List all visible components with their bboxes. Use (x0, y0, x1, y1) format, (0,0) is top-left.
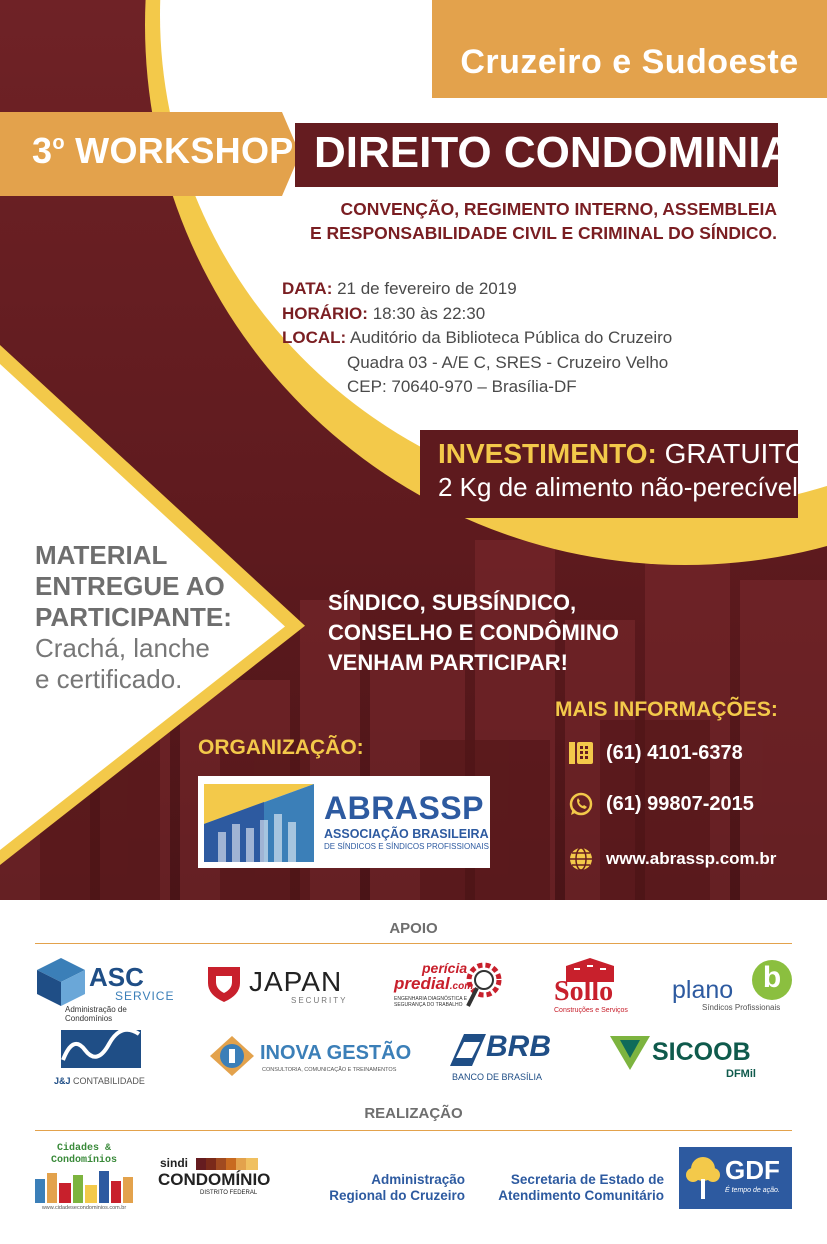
sicoob-tagline: DFMil (726, 1068, 756, 1080)
sollo-name: Sollo (554, 976, 614, 1007)
sicoob-name: SICOOB (652, 1038, 751, 1066)
plano-b-badge: b (752, 960, 792, 1000)
sicoob-triangle-icon (610, 1036, 650, 1070)
support-label: APOIO (389, 920, 438, 937)
investment-value: GRATUITO (664, 438, 807, 469)
support-divider (35, 943, 792, 944)
event-title: DIREITO CONDOMINIAL (314, 128, 820, 177)
phone-number[interactable]: (61) 4101-6378 (606, 741, 743, 764)
time-value: 18:30 às 22:30 (372, 303, 486, 323)
globe-icon (568, 846, 594, 872)
shield-icon (205, 964, 243, 1004)
asc-service-logo (35, 956, 175, 1023)
workshop-ordinal: 3 (32, 130, 53, 171)
gdf-name: GDF (725, 1155, 780, 1185)
website-link[interactable]: www.abrassp.com.br (606, 849, 777, 868)
place-label: LOCAL: (282, 328, 347, 347)
workshop-title (32, 130, 294, 172)
colorful-city-icon (33, 1169, 135, 1203)
pericia-line-1: perícia (422, 960, 468, 976)
jj-wave-icon (61, 1030, 141, 1068)
jj-name: J&J (54, 1076, 71, 1086)
more-info-label: MAIS INFORMAÇÕES: (555, 698, 778, 721)
japan-security: SECURITY (291, 996, 348, 1005)
gdf-logo (679, 1147, 792, 1209)
abrassp-subtitle-1: ASSOCIAÇÃO BRASILEIRA (324, 827, 489, 841)
jj-text (54, 1076, 145, 1086)
cta-line-3: VENHAM PARTICIPAR! (328, 650, 568, 675)
date-row (282, 277, 672, 302)
abrassp-subtitle-2: DE SÍNDICOS E SÍNDICOS PROFISSIONAIS (324, 842, 489, 851)
japan-name: JAPAN (249, 966, 343, 997)
workshop-ordinal-sup: o (52, 132, 65, 154)
subtitle-line-1: CONVENÇÃO, REGIMENTO INTERNO, ASSEMBLEIA (340, 199, 777, 219)
sindi-line-2: CONDOMÍNIO (158, 1170, 271, 1189)
jj-tagline: CONTABILIDADE (73, 1076, 145, 1086)
phone-book-icon (568, 740, 594, 766)
workshop-label: WORKSHOP (75, 130, 294, 171)
inova-diamond-icon (208, 1034, 256, 1078)
plano-name: plano (672, 976, 734, 1004)
sindi-condominio-logo (158, 1156, 271, 1202)
jj-contabilidade-logo (50, 1030, 160, 1088)
call-to-action (328, 588, 619, 678)
cta-line-2: CONSELHO E CONDÔMINO (328, 620, 619, 645)
sindi-line-1: sindi (160, 1156, 189, 1170)
time-row (282, 302, 672, 327)
material-text-1: Crachá, lanche (35, 633, 210, 663)
material-heading-3: PARTICIPANTE: (35, 602, 232, 632)
realization-divider (35, 1130, 792, 1131)
secretaria-line-1: Secretaria de Estado de (510, 1172, 664, 1187)
time-label: HORÁRIO: (282, 303, 368, 323)
brb-name: BRB (486, 1030, 551, 1063)
phone-contact[interactable] (568, 740, 743, 766)
whatsapp-number[interactable]: (61) 99807-2015 (606, 792, 754, 815)
sollo-logo (552, 956, 630, 1018)
secretaria-line-2: Atendimento Comunitário (498, 1188, 664, 1203)
pericia-tagline: ENGENHARIA DIAGNÓSTICA E SEGURANÇA DO TRABALHO (394, 996, 468, 1008)
inova-tagline: CONSULTORIA, COMUNICAÇÃO E TREINAMENTOS (262, 1067, 397, 1073)
japan-security-logo (205, 962, 350, 1012)
pericia-predial: predial (394, 974, 450, 993)
gdf-tagline: É tempo de ação. (725, 1187, 780, 1194)
region-title: Cruzeiro e Sudoeste (460, 42, 799, 81)
investment-box (420, 430, 807, 518)
sollo-tagline: Construções e Serviços (554, 1007, 628, 1014)
admin-line-2: Regional do Cruzeiro (329, 1188, 465, 1203)
cidades-line-1: Cidades & (56, 1143, 111, 1154)
date-label: DATA: (282, 279, 333, 298)
place-line-3: CEP: 70640-970 – Brasília-DF (347, 377, 577, 396)
abrassp-name: ABRASSP (324, 790, 484, 826)
pericia-line-2 (394, 974, 473, 994)
inova-gestao-logo (208, 1034, 412, 1082)
asc-cube-icon (35, 956, 87, 1008)
secretaria-text (474, 1172, 664, 1204)
whatsapp-icon (568, 791, 594, 817)
investment-note: 2 Kg de alimento não-perecível (438, 472, 798, 502)
cidades-line-2: Condomínios (50, 1155, 117, 1166)
material-heading-1: MATERIAL (35, 540, 168, 570)
ipe-tree-icon (685, 1155, 721, 1201)
website-contact[interactable] (568, 846, 776, 872)
cidades-condominios-logo (33, 1143, 135, 1213)
region-banner (432, 0, 827, 98)
color-bar-icon (196, 1158, 258, 1170)
brb-tagline: BANCO DE BRASÍLIA (452, 1072, 543, 1082)
abrassp-emblem-icon (204, 784, 314, 862)
plano-tagline: Síndicos Profissionais (702, 1003, 781, 1012)
material-info (35, 540, 232, 695)
material-heading-2: ENTREGUE AO (35, 571, 225, 601)
whatsapp-contact[interactable] (568, 791, 754, 817)
place-line-2: Quadra 03 - A/E C, SRES - Cruzeiro Velho (347, 352, 669, 372)
place-line-1: Auditório da Biblioteca Pública do Cruzeiro (350, 328, 673, 347)
cta-line-1: SÍNDICO, SUBSÍNDICO, (328, 590, 577, 615)
material-text-2: e certificado. (35, 664, 183, 694)
sindi-line-3: DISTRITO FEDERAL (200, 1190, 258, 1196)
inova-name: INOVA GESTÃO (260, 1042, 412, 1064)
event-details (282, 277, 672, 400)
asc-service: SERVICE (115, 989, 175, 1003)
realization-label: REALIZAÇÃO (364, 1105, 463, 1122)
abrassp-logo (198, 776, 490, 868)
event-subtitle (310, 197, 777, 245)
magnifier-gear-icon (464, 962, 504, 1010)
investment-line (438, 438, 807, 470)
pericia-suffix: .com (449, 981, 474, 992)
sicoob-logo (610, 1036, 775, 1086)
administracao-regional-text (305, 1172, 465, 1204)
pericia-predial-logo (392, 958, 507, 1014)
admin-line-1: Administração (371, 1172, 465, 1187)
date-value: 21 de fevereiro de 2019 (337, 279, 517, 298)
brb-emblem-icon (450, 1034, 486, 1066)
asc-tagline: Administração de Condomínios (65, 1005, 127, 1023)
subtitle-line-2: E RESPONSABILIDADE CIVIL E CRIMINAL DO SÍNDICO. (309, 223, 777, 243)
place-row (282, 326, 672, 351)
plano-b-logo (672, 958, 794, 1014)
investment-label: INVESTIMENTO: (438, 438, 657, 469)
cidades-url: www.cidadesecondominios.com.br (41, 1205, 127, 1211)
brb-logo (450, 1030, 555, 1084)
asc-name: ASC (89, 962, 144, 992)
organization-label: ORGANIZAÇÃO: (198, 736, 364, 759)
